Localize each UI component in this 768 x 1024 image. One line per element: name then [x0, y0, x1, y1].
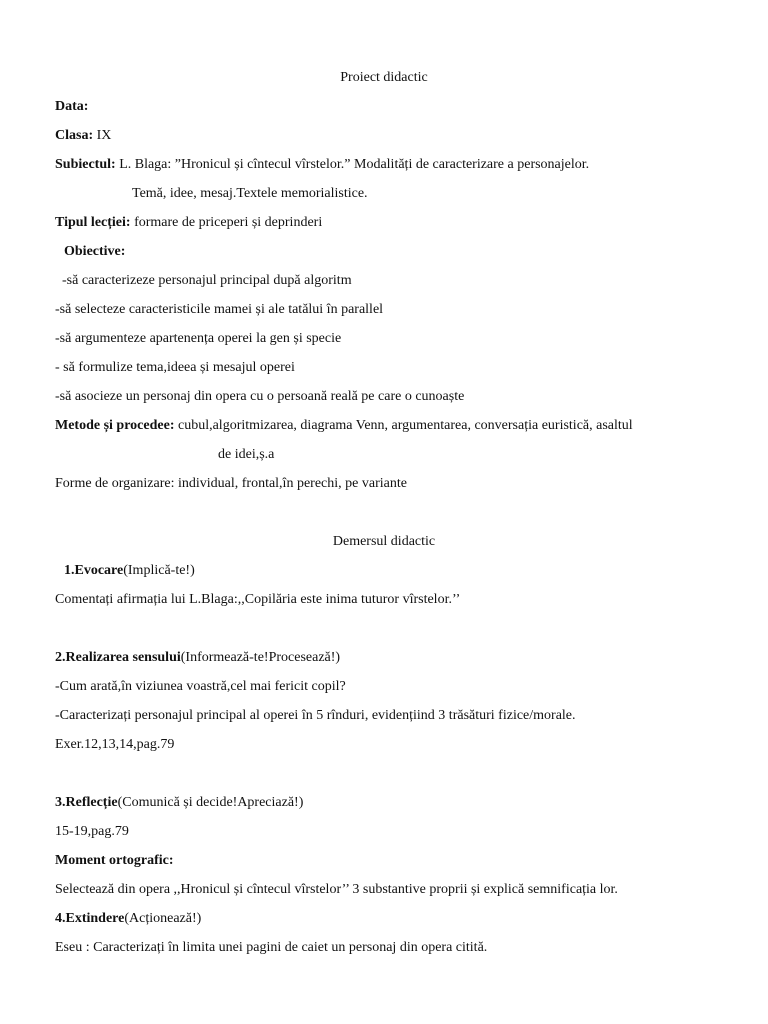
- realizare-question: -Caracterizați personajul principal al operei în 5 rînduri, evidențiind 3 trăsături fizice/morale.: [55, 708, 576, 723]
- objective-item: -să caracterizeze personajul principal după algoritm: [62, 273, 352, 288]
- data-label: Data:: [55, 99, 89, 114]
- subiect-value: L. Blaga: ”Hronicul și cîntecul vîrstelor.” Modalități de caracterizare a personajelor.: [119, 157, 590, 172]
- metode-label: Metode și procedee:: [55, 418, 175, 433]
- moment-heading: [55, 852, 174, 870]
- document-title: Proiect didactic: [340, 70, 428, 85]
- reflectie-heading: [55, 794, 303, 812]
- extindere-subtitle: (Acționează!): [124, 911, 202, 926]
- objective-item: -să asocieze un personaj din opera cu o persoană reală pe care o cunoaște: [55, 389, 465, 404]
- reflectie-label: 3.Reflecție: [55, 795, 118, 810]
- realizare-exercises: Exer.12,13,14,pag.79: [55, 737, 175, 752]
- objective-item: -să selecteze caracteristicile mamei și ale tatălui în parallel: [55, 302, 384, 317]
- forme-organizare: Forme de organizare: individual, frontal,în perechi, pe variante: [55, 476, 407, 491]
- evocare-label: 1.Evocare: [64, 563, 124, 578]
- subiect-line: [55, 156, 589, 174]
- evocare-subtitle: (Implică-te!): [123, 563, 195, 578]
- moment-text: Selectează din opera ,,Hronicul și cîntecul vîrstelor’’ 3 substantive proprii și explică semnificația lor.: [55, 882, 618, 897]
- moment-label: Moment ortografic:: [55, 853, 174, 868]
- reflectie-exercises: 15-19,pag.79: [55, 824, 129, 839]
- clasa-line: [55, 127, 111, 145]
- extindere-heading: [55, 910, 201, 928]
- tip-lectie-value: formare de priceperi și deprinderi: [134, 215, 323, 230]
- clasa-value: IX: [96, 128, 112, 143]
- subiect-label: Subiectul:: [55, 157, 116, 172]
- demers-title: Demersul didactic: [332, 534, 436, 549]
- realizare-subtitle: (Informează-te!Procesează!): [180, 650, 341, 665]
- reflectie-subtitle: (Comunică și decide!Apreciază!): [117, 795, 304, 810]
- extindere-label: 4.Extindere: [55, 911, 125, 926]
- realizare-question: -Cum arată,în viziunea voastră,cel mai fericit copil?: [55, 679, 346, 694]
- objective-item: -să argumenteze apartenența operei la gen și specie: [55, 331, 342, 346]
- tip-lectie-label: Tipul lecției:: [55, 215, 131, 230]
- tip-lectie-line: [55, 214, 322, 232]
- objectives-heading: [64, 243, 125, 261]
- metode-value: cubul,algoritmizarea, diagrama Venn, argumentarea, conversația euristică, asaltul: [177, 418, 633, 433]
- objective-item: - să formulize tema,ideea și mesajul operei: [55, 360, 295, 375]
- objectives-label: Obiective:: [64, 244, 126, 259]
- subiect-continuation: Temă, idee, mesaj.Textele memorialistice.: [132, 186, 368, 201]
- realizare-label: 2.Realizarea sensului: [55, 650, 181, 665]
- realizare-heading: [55, 649, 340, 667]
- metode-continuation: de idei,ș.a: [218, 447, 275, 462]
- clasa-label: Clasa:: [55, 128, 94, 143]
- data-line: [55, 98, 88, 116]
- metode-line: [55, 417, 633, 435]
- evocare-text: Comentați afirmația lui L.Blaga:,,Copilăria este inima tuturor vîrstelor.’’: [55, 592, 461, 607]
- extindere-text: Eseu : Caracterizați în limita unei pagini de caiet un personaj din opera citită.: [55, 940, 488, 955]
- evocare-heading: [64, 562, 195, 580]
